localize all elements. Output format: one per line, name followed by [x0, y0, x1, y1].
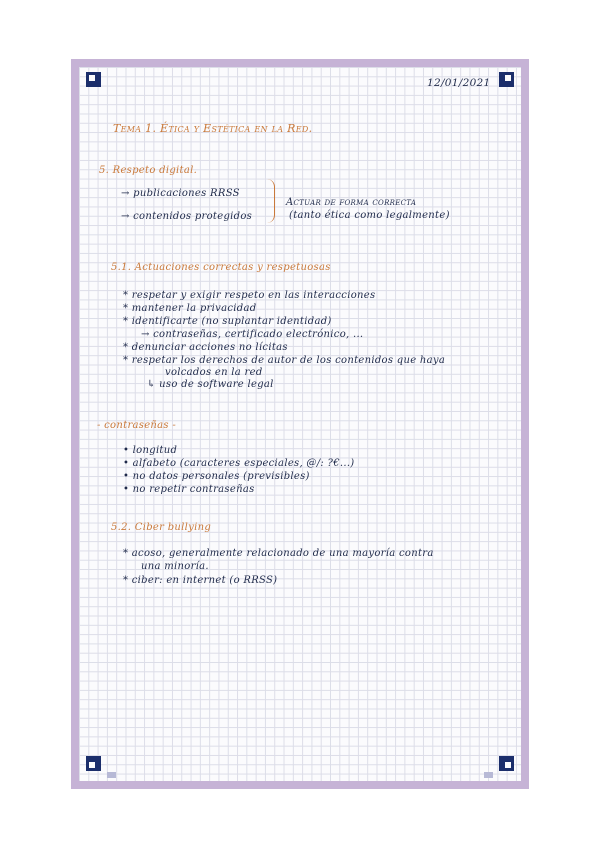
- bullet-identificarte: * identificarte (no suplantar identidad): [123, 316, 332, 327]
- arrow-item-contenidos: → contenidos protegidos: [121, 211, 253, 222]
- notebook-page-frame: [71, 59, 529, 789]
- corner-marker-bottom-right: [499, 756, 514, 771]
- bullet-privacidad: * mantener la privacidad: [123, 303, 257, 314]
- bottom-tick-right: [484, 772, 493, 778]
- section-5-heading: 5. Respeto digital.: [99, 165, 198, 176]
- password-item-repetir: • no repetir contraseñas: [123, 484, 255, 495]
- corner-marker-top-right: [499, 72, 514, 87]
- sub-item-contrasenas: → contraseñas, certificado electrónico, ...: [141, 329, 364, 340]
- section-5-2-heading: 5.2. Ciber bullying: [111, 522, 212, 533]
- note-line-1: Actuar de forma correcta: [286, 197, 417, 208]
- arrow-item-publicaciones: → publicaciones RRSS: [121, 188, 240, 199]
- bottom-tick-left: [107, 772, 116, 778]
- passwords-heading: - contraseñas -: [97, 420, 177, 431]
- corner-marker-top-left: [86, 72, 101, 87]
- page-title: Tema 1. Ética y Estética en la Red.: [113, 122, 313, 135]
- corner-marker-bottom-left: [86, 756, 101, 771]
- bullet-acoso: * acoso, generalmente relacionado de una mayoría contra: [123, 548, 434, 559]
- bullet-denunciar: * denunciar acciones no lícitas: [123, 342, 288, 353]
- sub-item-software: ↳ uso de software legal: [147, 379, 274, 390]
- page-date: 12/01/2021: [427, 77, 491, 89]
- bullet-respetar: * respetar y exigir respeto en las interacciones: [123, 290, 376, 301]
- password-item-alfabeto: • alfabeto (caracteres especiales, @/: ?€...): [123, 458, 355, 469]
- bullet-acoso-cont: una minoría.: [141, 561, 209, 572]
- password-item-longitud: • longitud: [123, 445, 178, 456]
- section-5-1-heading: 5.1. Actuaciones correctas y respetuosas: [111, 262, 331, 273]
- grid-paper: [79, 67, 521, 781]
- bullet-ciber: * ciber: en internet (o RRSS): [123, 575, 278, 586]
- bullet-derechos-autor-cont: volcados en la red: [165, 367, 263, 378]
- note-line-2: (tanto ética como legalmente): [289, 210, 450, 221]
- brace: [267, 179, 275, 223]
- password-item-datos: • no datos personales (previsibles): [123, 471, 310, 482]
- bullet-derechos-autor: * respetar los derechos de autor de los contenidos que haya: [123, 355, 446, 366]
